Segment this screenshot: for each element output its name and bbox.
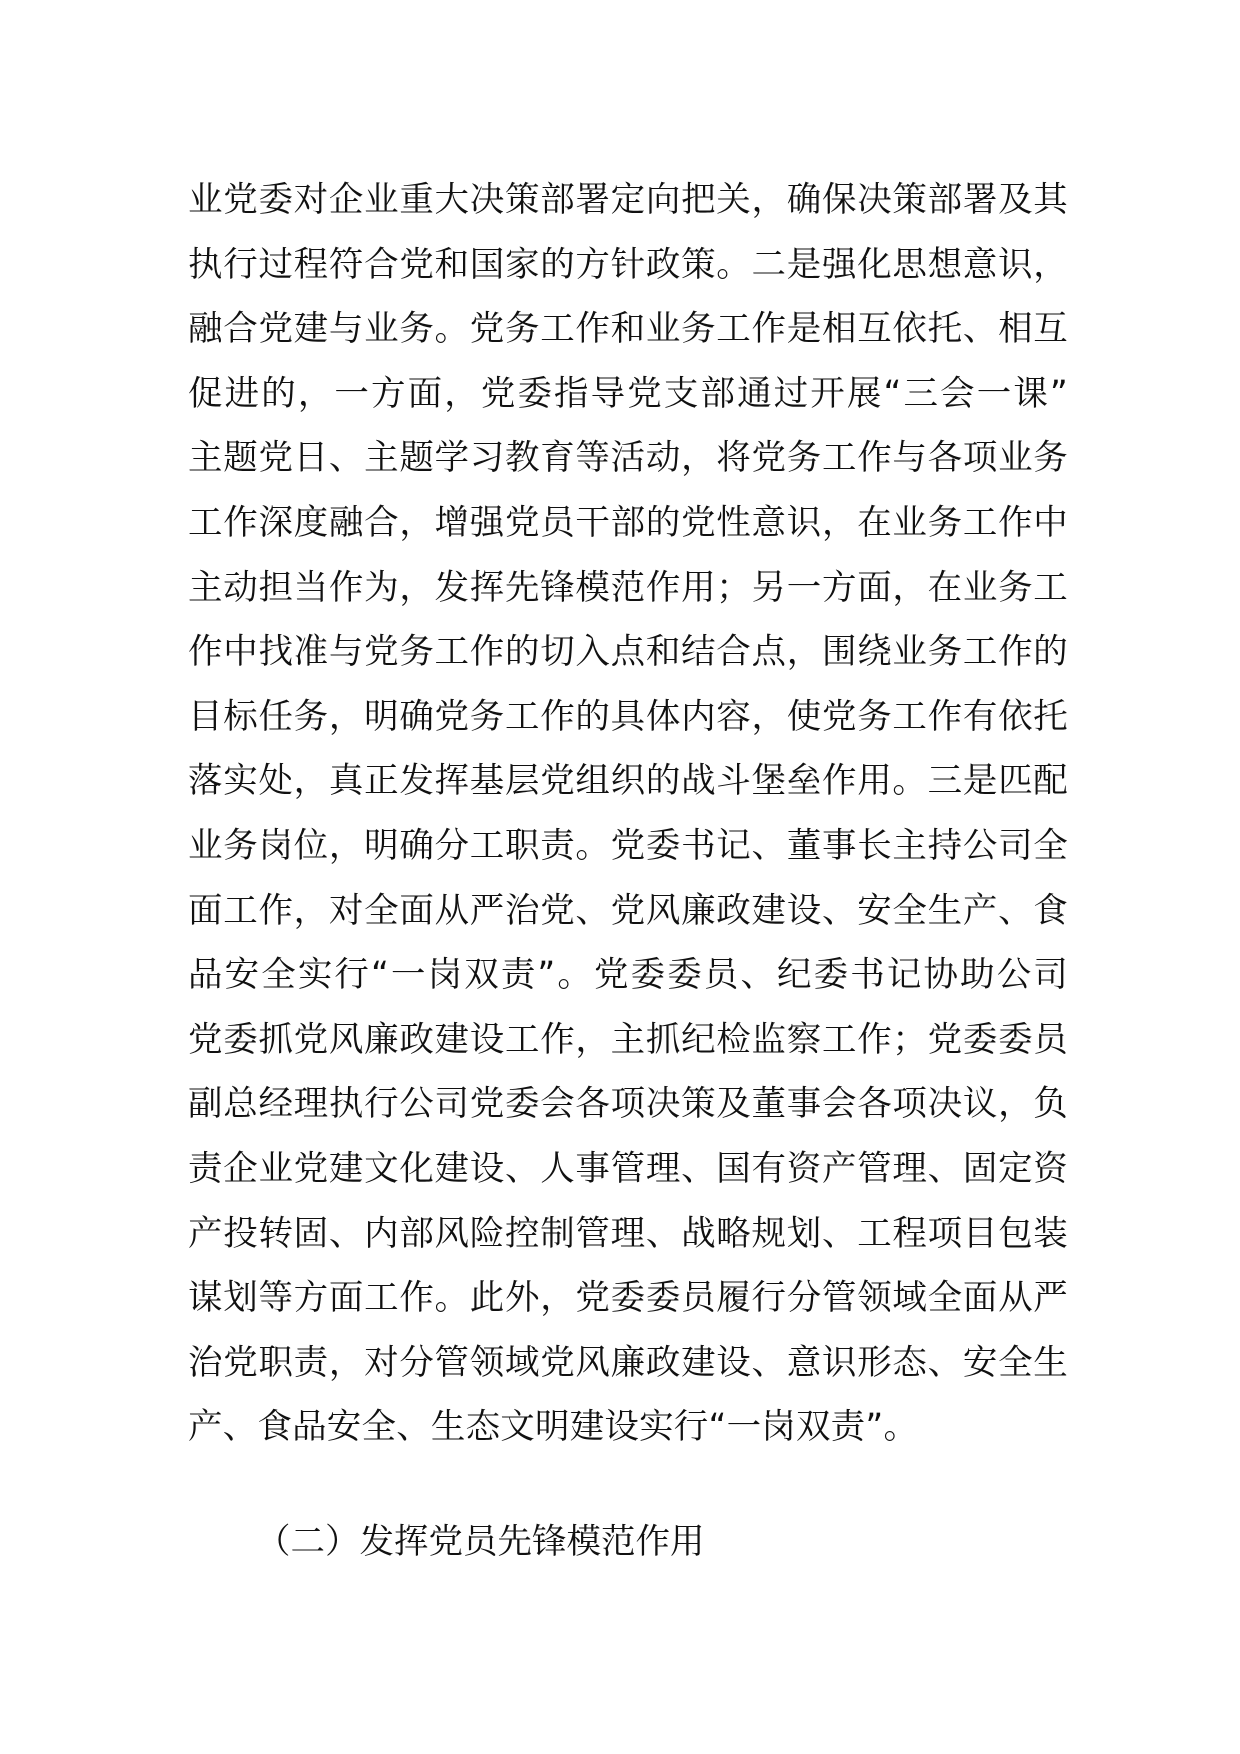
paragraph-line: 落实处，真正发挥基层党组织的战斗堡垒作用。三是匹配	[188, 761, 1068, 802]
body-paragraph	[188, 168, 1068, 1460]
paragraph-line: 谋划等方面工作。此外，党委委员履行分管领域全面从严	[188, 1278, 1068, 1319]
paragraph-line: 促进的，一方面，党委指导党支部通过开展“三会一课”	[188, 373, 1068, 414]
paragraph-line: 品安全实行“一岗双责”。党委委员、纪委书记协助公司	[188, 955, 1068, 996]
paragraph-line: 融合党建与业务。党务工作和业务工作是相互依托、相互	[188, 309, 1068, 350]
paragraph-line: 工作深度融合，增强党员干部的党性意识，在业务工作中	[188, 502, 1068, 543]
paragraph-line: 业务岗位，明确分工职责。党委书记、董事长主持公司全	[188, 825, 1068, 866]
section-heading: （二）发挥党员先锋模范作用	[256, 1522, 705, 1562]
paragraph-line: 执行过程符合党和国家的方针政策。二是强化思想意识，	[188, 244, 1068, 285]
paragraph-line: 作中找准与党务工作的切入点和结合点，围绕业务工作的	[188, 632, 1068, 673]
paragraph-line: 产投转固、内部风险控制管理、战略规划、工程项目包装	[188, 1213, 1068, 1254]
paragraph-line: 责企业党建文化建设、人事管理、国有资产管理、固定资	[188, 1148, 1068, 1189]
paragraph-line: 治党职责，对分管领域党风廉政建设、意识形态、安全生	[188, 1342, 1068, 1383]
paragraph-line: 主动担当作为，发挥先锋模范作用；另一方面，在业务工	[188, 567, 1068, 608]
paragraph-line: 产、食品安全、生态文明建设实行“一岗双责”。	[188, 1407, 919, 1448]
paragraph-line: 面工作，对全面从严治党、党风廉政建设、安全生产、食	[188, 890, 1068, 931]
paragraph-line: 主题党日、主题学习教育等活动，将党务工作与各项业务	[188, 438, 1068, 479]
paragraph-line: 党委抓党风廉政建设工作，主抓纪检监察工作；党委委员	[188, 1019, 1068, 1060]
paragraph-line: 副总经理执行公司党委会各项决策及董事会各项决议，负	[188, 1084, 1068, 1125]
paragraph-line: 目标任务，明确党务工作的具体内容，使党务工作有依托	[188, 696, 1068, 737]
paragraph-line: 业党委对企业重大决策部署定向把关，确保决策部署及其	[188, 180, 1068, 220]
